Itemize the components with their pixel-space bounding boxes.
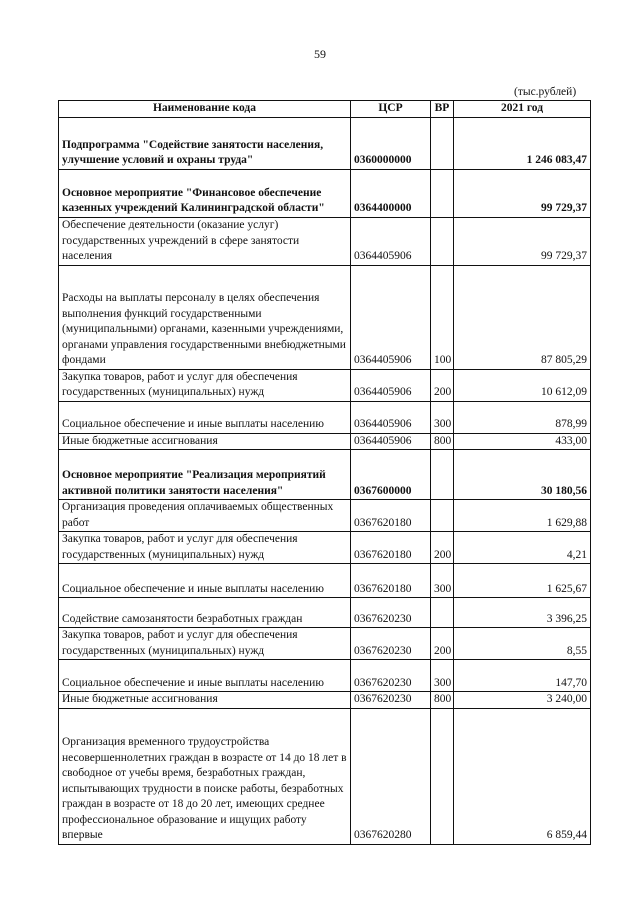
cell-sum: 1 625,67 — [454, 564, 591, 598]
table-row — [59, 401, 591, 433]
cell-vr — [431, 500, 454, 532]
cell-vr: 300 — [431, 660, 454, 692]
cell-csr: 0367620230 — [351, 692, 431, 709]
units-label: (тыс.рублей) — [514, 86, 577, 98]
cell-csr: 0364405906 — [351, 217, 431, 265]
cell-vr: 200 — [431, 369, 454, 401]
cell-sum: 878,99 — [454, 401, 591, 433]
cell-name: Иные бюджетные ассигнования — [59, 433, 351, 450]
cell-vr: 300 — [431, 564, 454, 598]
cell-name: Расходы на выплаты персоналу в целях обеспечения выполнения функций государственными (муниципальными) органами, казенными учреждениями, органами управления государственными внебюджетными фондами — [59, 265, 351, 369]
header-csr: ЦСР — [351, 101, 431, 118]
cell-name: Основное мероприятие "Финансовое обеспечение казенных учреждений Калининградской области" — [59, 169, 351, 217]
cell-csr: 0367620180 — [351, 500, 431, 532]
cell-csr: 0364405906 — [351, 369, 431, 401]
cell-csr: 0367620180 — [351, 532, 431, 564]
table-row — [59, 169, 591, 217]
cell-vr: 800 — [431, 433, 454, 450]
cell-name: Организация проведения оплачиваемых общественных работ — [59, 500, 351, 532]
cell-csr: 0360000000 — [351, 117, 431, 169]
table-row — [59, 500, 591, 532]
cell-csr: 0367620230 — [351, 598, 431, 628]
cell-csr: 0364405906 — [351, 401, 431, 433]
table-row — [59, 117, 591, 169]
cell-name: Социальное обеспечение и иные выплаты населению — [59, 660, 351, 692]
cell-name: Закупка товаров, работ и услуг для обеспечения государственных (муниципальных) нужд — [59, 628, 351, 660]
cell-sum: 99 729,37 — [454, 217, 591, 265]
cell-name: Содействие самозанятости безработных граждан — [59, 598, 351, 628]
cell-vr: 300 — [431, 401, 454, 433]
cell-vr: 800 — [431, 692, 454, 709]
table-row — [59, 450, 591, 500]
cell-name: Закупка товаров, работ и услуг для обеспечения государственных (муниципальных) нужд — [59, 369, 351, 401]
cell-sum: 1 246 083,47 — [454, 117, 591, 169]
cell-name: Обеспечение деятельности (оказание услуг) государственных учреждений в сфере занятости населения — [59, 217, 351, 265]
cell-csr: 0367620230 — [351, 660, 431, 692]
cell-csr: 0367600000 — [351, 450, 431, 500]
cell-sum: 1 629,88 — [454, 500, 591, 532]
page-number: 59 — [314, 47, 326, 61]
table-row — [59, 433, 591, 450]
cell-name: Социальное обеспечение и иные выплаты населению — [59, 401, 351, 433]
table-row — [59, 660, 591, 692]
cell-sum: 4,21 — [454, 532, 591, 564]
cell-sum: 87 805,29 — [454, 265, 591, 369]
table-row — [59, 692, 591, 709]
cell-vr: 200 — [431, 628, 454, 660]
table-row — [59, 598, 591, 628]
cell-name: Социальное обеспечение и иные выплаты населению — [59, 564, 351, 598]
cell-csr: 0367620230 — [351, 628, 431, 660]
cell-csr: 0367620280 — [351, 708, 431, 844]
header-vr: ВР — [431, 101, 454, 118]
table-row — [59, 217, 591, 265]
table-row — [59, 628, 591, 660]
cell-sum: 3 240,00 — [454, 692, 591, 709]
cell-csr: 0367620180 — [351, 564, 431, 598]
cell-name: Организация временного трудоустройства несовершеннолетних граждан в возрасте от 14 до 18 лет в свободное от учебы время, безработных граждан, испытывающих трудности в поиске работы, безработных граждан в возрасте от 18 до 20 лет, имеющих среднее профессиональное образование и ищущих работу впервые — [59, 708, 351, 844]
cell-csr: 0364405906 — [351, 265, 431, 369]
cell-sum: 3 396,25 — [454, 598, 591, 628]
cell-vr: 200 — [431, 532, 454, 564]
cell-name: Основное мероприятие "Реализация мероприятий активной политики занятости населения" — [59, 450, 351, 500]
cell-vr — [431, 708, 454, 844]
table-row — [59, 708, 591, 844]
header-year: 2021 год — [454, 101, 591, 118]
cell-name: Закупка товаров, работ и услуг для обеспечения государственных (муниципальных) нужд — [59, 532, 351, 564]
table-body — [59, 117, 591, 844]
table-row — [59, 265, 591, 369]
cell-csr: 0364400000 — [351, 169, 431, 217]
table-row — [59, 564, 591, 598]
cell-vr — [431, 598, 454, 628]
table-header-row — [59, 101, 591, 118]
cell-csr: 0364405906 — [351, 433, 431, 450]
cell-sum: 10 612,09 — [454, 369, 591, 401]
cell-vr — [431, 117, 454, 169]
cell-sum: 6 859,44 — [454, 708, 591, 844]
table-row — [59, 369, 591, 401]
cell-vr: 100 — [431, 265, 454, 369]
cell-name: Иные бюджетные ассигнования — [59, 692, 351, 709]
cell-sum: 8,55 — [454, 628, 591, 660]
header-name: Наименование кода — [59, 101, 351, 118]
budget-table — [58, 100, 591, 845]
cell-sum: 147,70 — [454, 660, 591, 692]
cell-sum: 433,00 — [454, 433, 591, 450]
cell-sum: 30 180,56 — [454, 450, 591, 500]
cell-sum: 99 729,37 — [454, 169, 591, 217]
cell-vr — [431, 169, 454, 217]
table-row — [59, 532, 591, 564]
cell-vr — [431, 450, 454, 500]
cell-vr — [431, 217, 454, 265]
cell-name: Подпрограмма "Содействие занятости населения, улучшение условий и охраны труда" — [59, 117, 351, 169]
